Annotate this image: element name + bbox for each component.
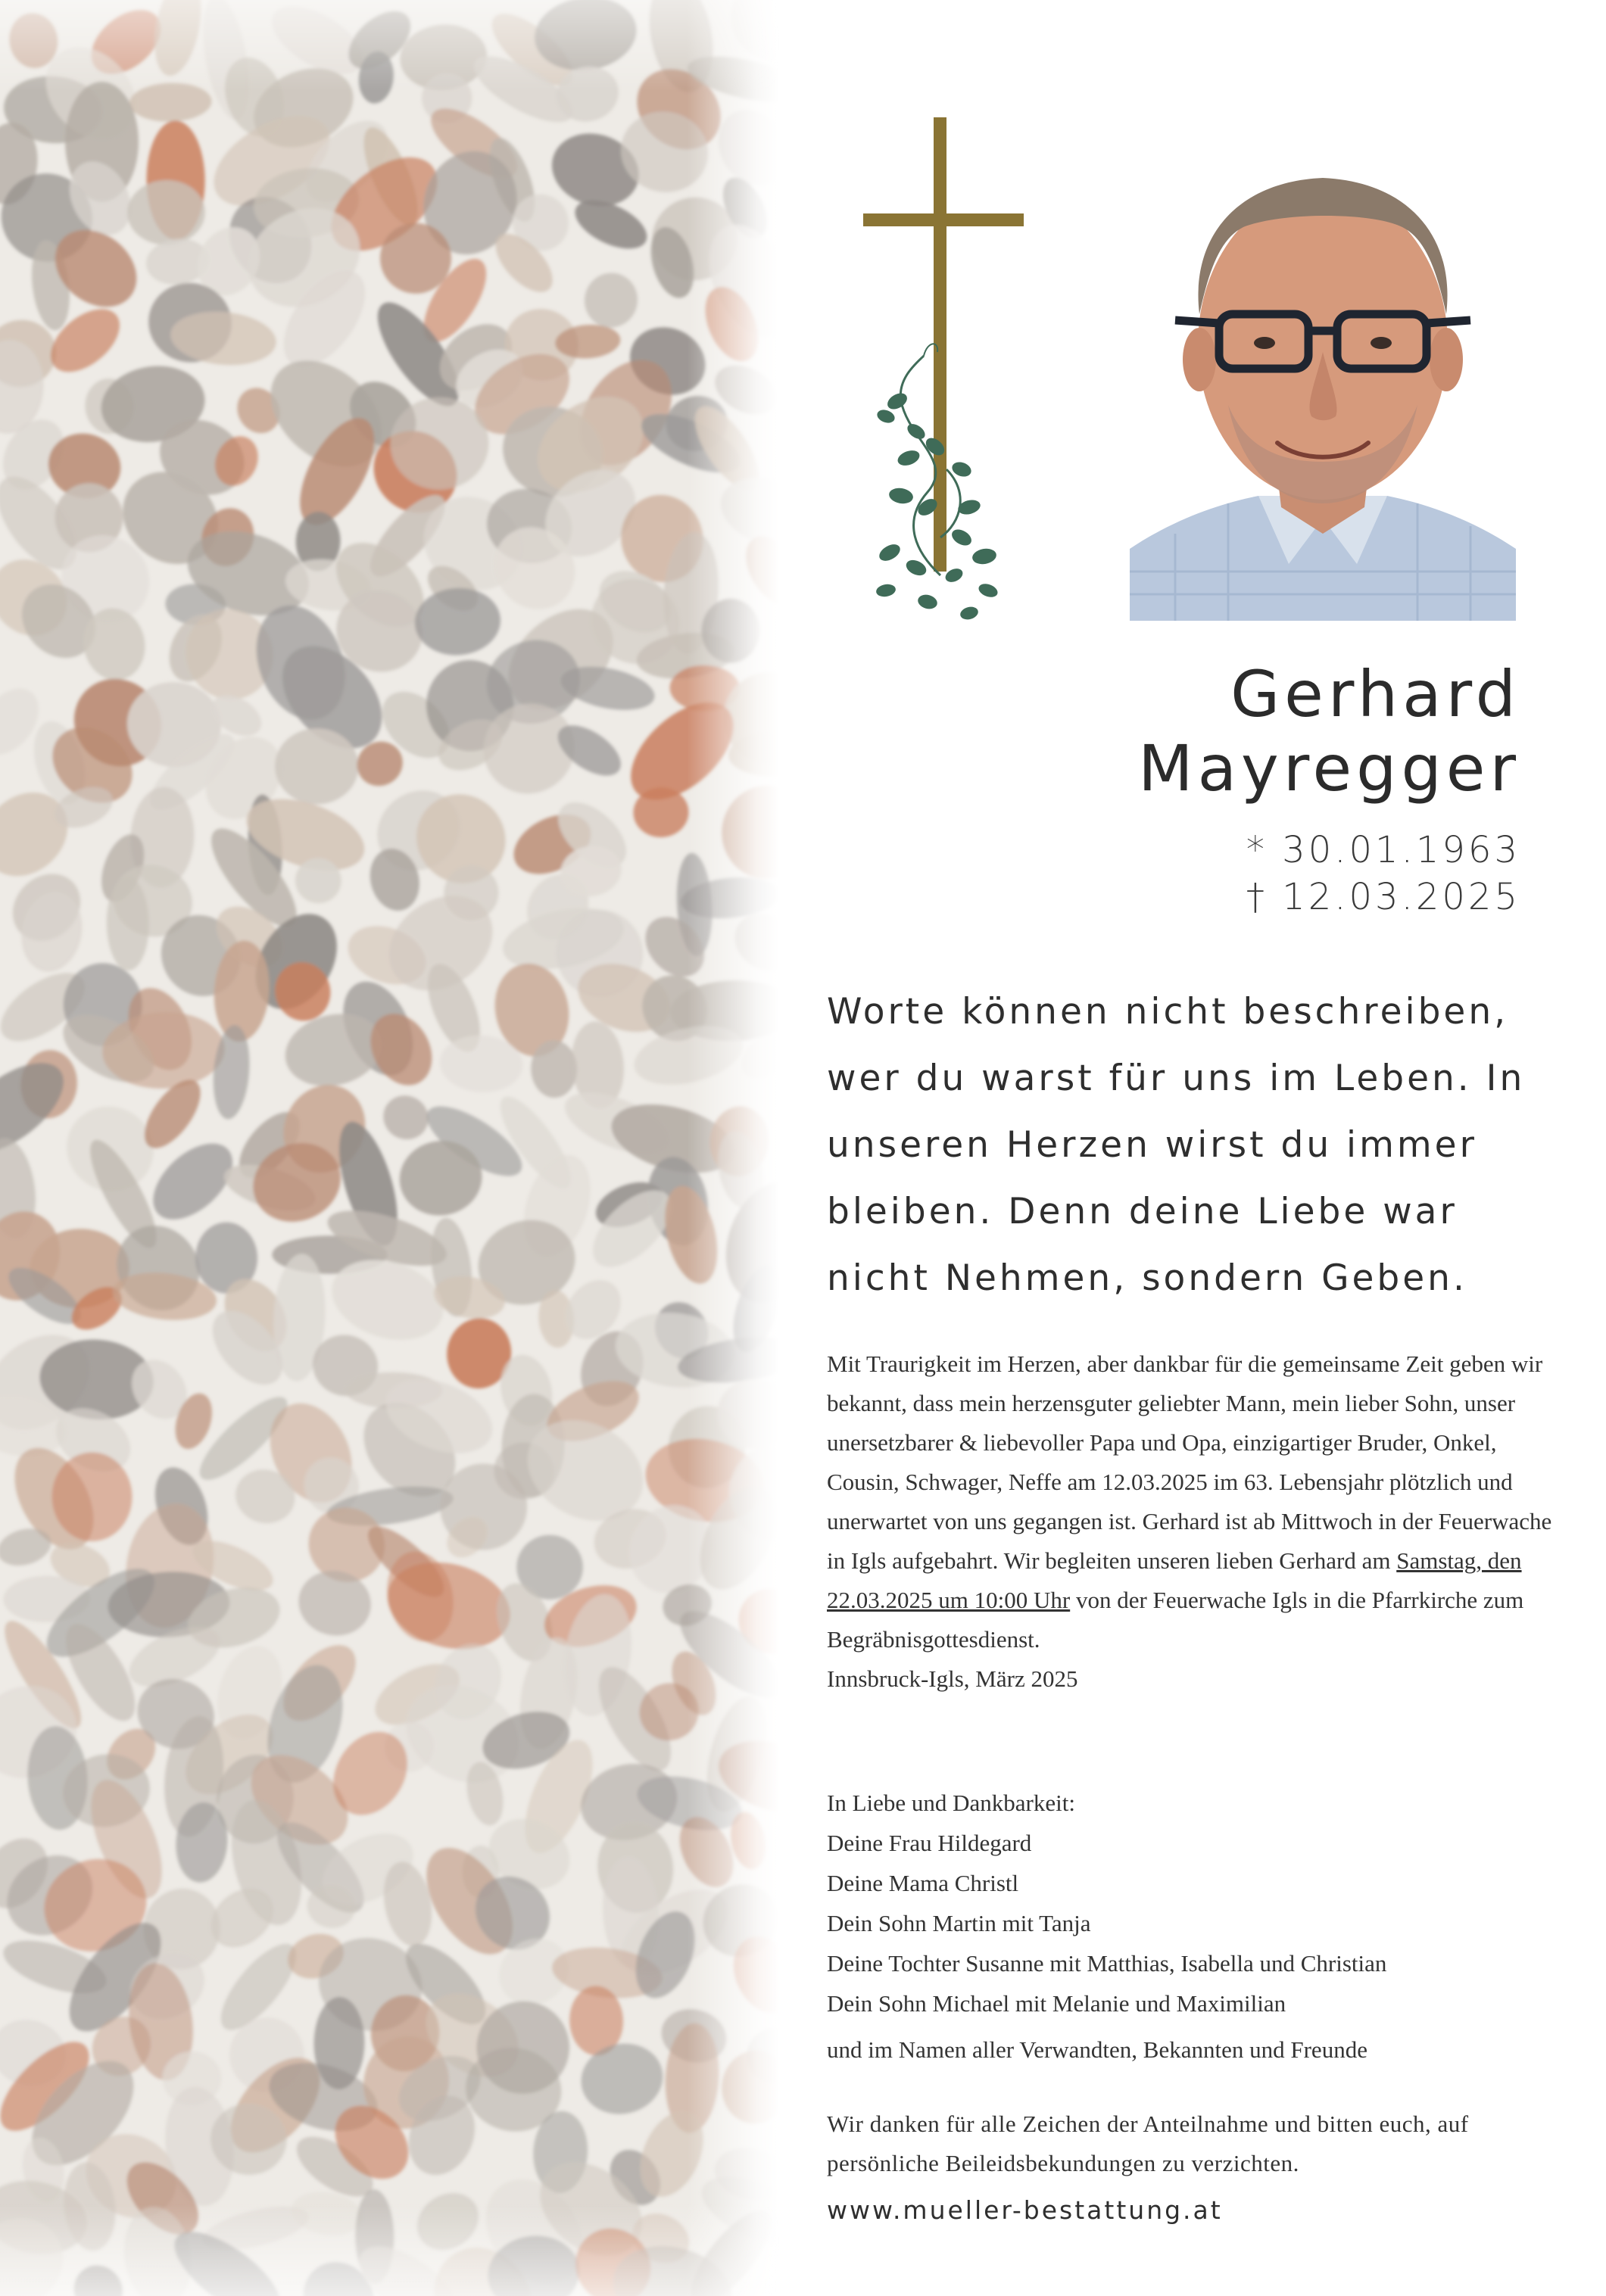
announcement-text — [827, 1344, 1569, 1699]
signoff-intro: In Liebe und Dankbarkeit: — [827, 1790, 1075, 1816]
birth-date: * 30.01.1963 — [1246, 829, 1520, 871]
announcement-continuation: von der Feuerwache Igls in die Pfarrkirche zum Begräbnisgottesdienst. — [827, 1587, 1524, 1653]
place-and-date: Innsbruck-Igls, März 2025 — [827, 1665, 1078, 1692]
signoff-line: Deine Tochter Susanne mit Matthias, Isabella und Christian — [827, 1950, 1387, 1977]
memorial-quote: Worte können nicht beschreiben, wer du warst für uns im Leben. In unseren Herzen wirst du immer bleiben. Denn deine Liebe war nicht Nehmen, sondern Geben. — [827, 991, 1526, 1299]
name-and-dates — [990, 657, 1520, 921]
last-name: Mayregger — [1138, 731, 1520, 805]
first-name: Gerhard — [1230, 657, 1520, 731]
funeral-date: Samstag, den 22.03.2025 um 10:00 Uhr — [827, 1547, 1522, 1613]
signoff-line: Deine Frau Hildegard — [827, 1830, 1032, 1856]
stone-shape — [275, 728, 359, 804]
announcement-intro: Mit Traurigkeit im Herzen, aber dankbar für die gemeinsame Zeit geben wir bekannt, dass mein herzensguter geliebter Mann, mein lieber Sohn, unser unersetzbarer & liebevoller Papa und Opa, einzigartiger Bruder, Onkel, Cousin, Schwager, Neffe am 12.03.2025 im 63. Lebensjahr plötzlich und unerwartet von uns gegangen ist. Gerhard ist ab Mittwoch in der Feuerwache in Igls aufgebahrt. Wir begleiten unseren lieben Gerhard am — [827, 1350, 1552, 1574]
cross-with-ivy-icon — [856, 114, 1045, 628]
death-date: † 12.03.2025 — [1246, 876, 1520, 918]
signoff-line: Dein Sohn Martin mit Tanja — [827, 1910, 1091, 1936]
family-signoff — [827, 1783, 1569, 2070]
signoff-line: Dein Sohn Michael mit Melanie und Maximilian — [827, 1990, 1286, 2017]
website-link[interactable]: www.mueller-bestattung.at — [827, 2195, 1223, 2225]
thanks-text: Wir danken für alle Zeichen der Anteilnahme und bitten euch, auf persönliche Beileidsbekundungen zu verzichten. — [827, 2111, 1469, 2176]
portrait-photo — [1130, 125, 1516, 621]
stone-background-image — [0, 0, 780, 2296]
signoff-line: Deine Mama Christl — [827, 1870, 1019, 1896]
signoff-closing: und im Namen aller Verwandten, Bekannten und Freunde — [827, 2036, 1367, 2063]
stone-shape — [51, 1452, 133, 1541]
